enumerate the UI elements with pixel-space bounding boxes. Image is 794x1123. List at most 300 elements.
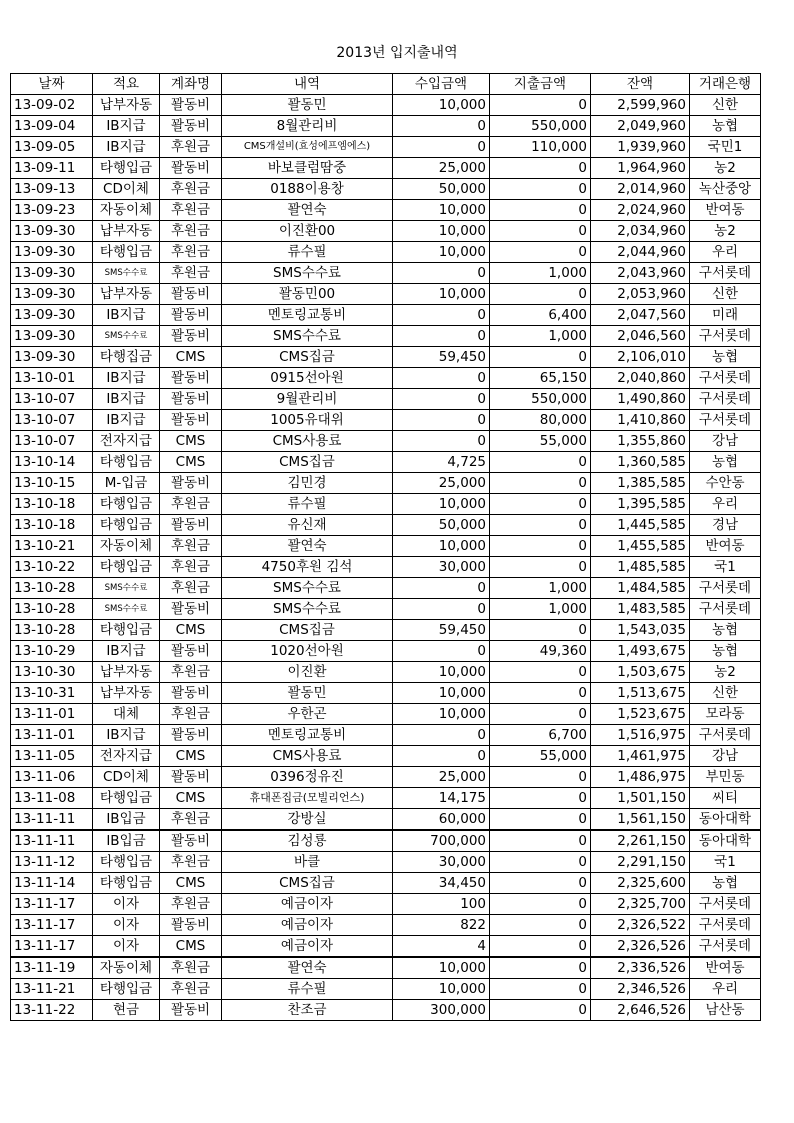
cell-balance: 2,043,960	[591, 263, 690, 284]
cell-summary: 타행입금	[93, 873, 160, 894]
cell-summary: IB지급	[93, 368, 160, 389]
table-row	[11, 957, 761, 979]
cell-date: 13-09-02	[11, 95, 93, 116]
cell-account: 꽐동비	[160, 284, 222, 305]
cell-balance: 2,047,560	[591, 305, 690, 326]
cell-account: CMS	[160, 873, 222, 894]
cell-details: 멘토링교통비	[222, 305, 393, 326]
cell-details: 4750후원 김석	[222, 557, 393, 578]
cell-expense: 6,400	[490, 305, 591, 326]
cell-expense: 0	[490, 452, 591, 473]
cell-details: 바클	[222, 852, 393, 873]
cell-balance: 2,599,960	[591, 95, 690, 116]
cell-income: 700,000	[393, 830, 490, 852]
cell-income: 10,000	[393, 284, 490, 305]
cell-balance: 2,034,960	[591, 221, 690, 242]
cell-bank: 국1	[690, 852, 761, 873]
cell-details: 꽐연숙	[222, 200, 393, 221]
cell-date: 13-11-17	[11, 894, 93, 915]
cell-details: SMS수수료	[222, 326, 393, 347]
cell-account: 꽐동비	[160, 95, 222, 116]
cell-balance: 1,355,860	[591, 431, 690, 452]
cell-income: 10,000	[393, 957, 490, 979]
cell-summary: 전자지급	[93, 431, 160, 452]
cell-bank: 신한	[690, 284, 761, 305]
cell-expense: 0	[490, 894, 591, 915]
cell-summary: IB지급	[93, 305, 160, 326]
cell-date: 13-10-15	[11, 473, 93, 494]
cell-details: 우한곤	[222, 704, 393, 725]
cell-expense: 1,000	[490, 326, 591, 347]
cell-expense: 80,000	[490, 410, 591, 431]
cell-date: 13-10-07	[11, 410, 93, 431]
cell-expense: 0	[490, 704, 591, 725]
cell-account: 후원금	[160, 221, 222, 242]
header-account: 계좌명	[160, 74, 222, 95]
header-date: 날짜	[11, 74, 93, 95]
cell-income: 60,000	[393, 809, 490, 831]
cell-income: 10,000	[393, 662, 490, 683]
cell-balance: 2,326,526	[591, 936, 690, 958]
cell-bank: 부민동	[690, 767, 761, 788]
cell-income: 10,000	[393, 200, 490, 221]
cell-income: 30,000	[393, 557, 490, 578]
cell-expense: 0	[490, 852, 591, 873]
cell-bank: 구서롯데	[690, 599, 761, 620]
cell-details: 9월관리비	[222, 389, 393, 410]
cell-income: 10,000	[393, 494, 490, 515]
cell-summary: 자동이체	[93, 200, 160, 221]
cell-summary: 전자지급	[93, 746, 160, 767]
table-row	[11, 620, 761, 641]
cell-date: 13-09-30	[11, 326, 93, 347]
cell-date: 13-10-28	[11, 578, 93, 599]
cell-balance: 2,646,526	[591, 1000, 690, 1021]
cell-bank: 반여동	[690, 536, 761, 557]
cell-date: 13-11-12	[11, 852, 93, 873]
cell-bank: 구서롯데	[690, 368, 761, 389]
cell-income: 0	[393, 641, 490, 662]
cell-account: 후원금	[160, 662, 222, 683]
cell-summary: IB지급	[93, 137, 160, 158]
table-row	[11, 662, 761, 683]
cell-date: 13-10-31	[11, 683, 93, 704]
cell-account: CMS	[160, 788, 222, 809]
cell-account: 꽐동비	[160, 410, 222, 431]
cell-expense: 1,000	[490, 263, 591, 284]
table-row	[11, 746, 761, 767]
table-row	[11, 979, 761, 1000]
cell-bank: 구서롯데	[690, 915, 761, 936]
cell-expense: 0	[490, 957, 591, 979]
cell-expense: 0	[490, 95, 591, 116]
cell-details: 0915선아원	[222, 368, 393, 389]
cell-income: 0	[393, 410, 490, 431]
cell-summary: SMS수수료	[93, 599, 160, 620]
cell-summary: 납부자동	[93, 95, 160, 116]
cell-bank: 농2	[690, 158, 761, 179]
cell-details: 꽐동민	[222, 683, 393, 704]
cell-summary: IB지급	[93, 116, 160, 137]
cell-details: 꽐연숙	[222, 957, 393, 979]
cell-expense: 0	[490, 242, 591, 263]
cell-details: SMS수수료	[222, 578, 393, 599]
cell-expense: 0	[490, 158, 591, 179]
cell-date: 13-11-01	[11, 725, 93, 746]
cell-income: 25,000	[393, 158, 490, 179]
cell-account: 꽐동비	[160, 473, 222, 494]
cell-summary: 납부자동	[93, 221, 160, 242]
cell-date: 13-11-11	[11, 830, 93, 852]
table-row	[11, 347, 761, 368]
cell-balance: 1,410,860	[591, 410, 690, 431]
cell-details: CMS집금	[222, 620, 393, 641]
cell-details: 예금이자	[222, 915, 393, 936]
cell-date: 13-09-30	[11, 221, 93, 242]
cell-income: 30,000	[393, 852, 490, 873]
cell-account: 후원금	[160, 704, 222, 725]
table-row	[11, 704, 761, 725]
cell-expense: 0	[490, 536, 591, 557]
table-row	[11, 452, 761, 473]
header-bank: 거래은행	[690, 74, 761, 95]
cell-details: SMS수수료	[222, 263, 393, 284]
cell-balance: 1,543,035	[591, 620, 690, 641]
cell-expense: 0	[490, 767, 591, 788]
cell-summary: 타행입금	[93, 620, 160, 641]
table-row	[11, 557, 761, 578]
cell-income: 4	[393, 936, 490, 958]
cell-details: 8월관리비	[222, 116, 393, 137]
cell-summary: 납부자동	[93, 284, 160, 305]
cell-income: 0	[393, 389, 490, 410]
table-row	[11, 788, 761, 809]
cell-balance: 1,493,675	[591, 641, 690, 662]
cell-income: 50,000	[393, 179, 490, 200]
cell-account: 후원금	[160, 536, 222, 557]
cell-account: 후원금	[160, 852, 222, 873]
cell-expense: 0	[490, 620, 591, 641]
cell-details: 1005유대위	[222, 410, 393, 431]
cell-summary: SMS수수료	[93, 263, 160, 284]
cell-balance: 2,106,010	[591, 347, 690, 368]
cell-income: 25,000	[393, 767, 490, 788]
cell-summary: 타행입금	[93, 788, 160, 809]
cell-date: 13-09-30	[11, 242, 93, 263]
table-row	[11, 894, 761, 915]
cell-summary: IB지급	[93, 725, 160, 746]
table-row	[11, 284, 761, 305]
cell-date: 13-09-11	[11, 158, 93, 179]
cell-expense: 0	[490, 200, 591, 221]
cell-details: 꽐동민	[222, 95, 393, 116]
cell-bank: 구서롯데	[690, 326, 761, 347]
cell-date: 13-10-21	[11, 536, 93, 557]
cell-bank: 국민1	[690, 137, 761, 158]
table-row	[11, 494, 761, 515]
cell-date: 13-10-22	[11, 557, 93, 578]
cell-details: 1020선아원	[222, 641, 393, 662]
cell-summary: 납부자동	[93, 662, 160, 683]
cell-income: 0	[393, 263, 490, 284]
cell-income: 59,450	[393, 347, 490, 368]
cell-details: CMS집금	[222, 873, 393, 894]
cell-income: 300,000	[393, 1000, 490, 1021]
cell-summary: 자동이체	[93, 957, 160, 979]
cell-date: 13-10-01	[11, 368, 93, 389]
cell-balance: 2,336,526	[591, 957, 690, 979]
cell-bank: 동아대학	[690, 830, 761, 852]
cell-balance: 1,503,675	[591, 662, 690, 683]
cell-bank: 강남	[690, 746, 761, 767]
cell-summary: 납부자동	[93, 683, 160, 704]
cell-summary: 이자	[93, 936, 160, 958]
cell-income: 100	[393, 894, 490, 915]
cell-date: 13-11-06	[11, 767, 93, 788]
cell-summary: 타행입금	[93, 494, 160, 515]
cell-balance: 2,325,700	[591, 894, 690, 915]
ledger-table	[10, 73, 761, 1021]
cell-date: 13-09-30	[11, 263, 93, 284]
cell-summary: SMS수수료	[93, 578, 160, 599]
cell-bank: 농협	[690, 347, 761, 368]
cell-date: 13-11-11	[11, 809, 93, 831]
cell-income: 14,175	[393, 788, 490, 809]
cell-date: 13-09-04	[11, 116, 93, 137]
cell-summary: 타행입금	[93, 158, 160, 179]
table-row	[11, 368, 761, 389]
cell-balance: 1,483,585	[591, 599, 690, 620]
cell-date: 13-09-05	[11, 137, 93, 158]
cell-details: 이진환00	[222, 221, 393, 242]
table-row	[11, 200, 761, 221]
cell-income: 0	[393, 431, 490, 452]
cell-account: 후원금	[160, 494, 222, 515]
cell-account: 후원금	[160, 894, 222, 915]
cell-date: 13-09-30	[11, 347, 93, 368]
cell-bank: 구서롯데	[690, 578, 761, 599]
cell-income: 0	[393, 578, 490, 599]
cell-date: 13-11-01	[11, 704, 93, 725]
cell-account: 꽐동비	[160, 683, 222, 704]
cell-bank: 미래	[690, 305, 761, 326]
cell-balance: 1,501,150	[591, 788, 690, 809]
cell-expense: 110,000	[490, 137, 591, 158]
cell-balance: 1,964,960	[591, 158, 690, 179]
cell-bank: 반여동	[690, 200, 761, 221]
cell-income: 0	[393, 746, 490, 767]
cell-bank: 구서롯데	[690, 936, 761, 958]
cell-expense: 6,700	[490, 725, 591, 746]
table-row	[11, 641, 761, 662]
cell-account: CMS	[160, 347, 222, 368]
cell-income: 0	[393, 137, 490, 158]
cell-bank: 우리	[690, 242, 761, 263]
cell-details: CMS사용료	[222, 431, 393, 452]
cell-summary: 타행입금	[93, 515, 160, 536]
cell-balance: 2,024,960	[591, 200, 690, 221]
cell-details: 강방실	[222, 809, 393, 831]
table-row	[11, 852, 761, 873]
cell-details: CMS개설비(효성에프엠에스)	[222, 137, 393, 158]
cell-income: 10,000	[393, 221, 490, 242]
cell-bank: 동아대학	[690, 809, 761, 831]
cell-expense: 0	[490, 809, 591, 831]
cell-bank: 구서롯데	[690, 263, 761, 284]
cell-account: CMS	[160, 452, 222, 473]
cell-summary: IB지급	[93, 641, 160, 662]
cell-account: 꽐동비	[160, 915, 222, 936]
cell-bank: 남산동	[690, 1000, 761, 1021]
cell-bank: 신한	[690, 683, 761, 704]
cell-summary: 타행입금	[93, 852, 160, 873]
cell-details: 찬조금	[222, 1000, 393, 1021]
cell-balance: 1,486,975	[591, 767, 690, 788]
cell-details: 꽐동민00	[222, 284, 393, 305]
table-row	[11, 116, 761, 137]
cell-account: 꽐동비	[160, 116, 222, 137]
cell-details: 이진환	[222, 662, 393, 683]
cell-summary: 타행입금	[93, 452, 160, 473]
cell-income: 4,725	[393, 452, 490, 473]
cell-summary: IB입금	[93, 830, 160, 852]
cell-bank: 모라동	[690, 704, 761, 725]
cell-bank: 구서롯데	[690, 410, 761, 431]
cell-account: 후원금	[160, 957, 222, 979]
table-row	[11, 873, 761, 894]
header-income: 수입금액	[393, 74, 490, 95]
cell-income: 10,000	[393, 704, 490, 725]
header-row	[11, 74, 761, 95]
cell-bank: 농2	[690, 662, 761, 683]
cell-details: 유신재	[222, 515, 393, 536]
cell-expense: 0	[490, 830, 591, 852]
cell-account: 꽐동비	[160, 725, 222, 746]
cell-income: 10,000	[393, 979, 490, 1000]
cell-details: CMS사용료	[222, 746, 393, 767]
cell-income: 34,450	[393, 873, 490, 894]
cell-account: 꽐동비	[160, 767, 222, 788]
cell-expense: 55,000	[490, 431, 591, 452]
cell-balance: 2,346,526	[591, 979, 690, 1000]
cell-date: 13-09-23	[11, 200, 93, 221]
cell-date: 13-09-13	[11, 179, 93, 200]
cell-details: 꽐연숙	[222, 536, 393, 557]
cell-summary: 이자	[93, 915, 160, 936]
table-row	[11, 515, 761, 536]
cell-balance: 1,561,150	[591, 809, 690, 831]
cell-bank: 농2	[690, 221, 761, 242]
cell-income: 59,450	[393, 620, 490, 641]
cell-income: 822	[393, 915, 490, 936]
cell-details: 바보클럼땀중	[222, 158, 393, 179]
cell-details: 예금이자	[222, 894, 393, 915]
cell-details: 김성룡	[222, 830, 393, 852]
cell-income: 50,000	[393, 515, 490, 536]
cell-income: 0	[393, 305, 490, 326]
table-row	[11, 410, 761, 431]
cell-balance: 2,044,960	[591, 242, 690, 263]
cell-income: 25,000	[393, 473, 490, 494]
cell-balance: 2,325,600	[591, 873, 690, 894]
cell-date: 13-11-21	[11, 979, 93, 1000]
table-row	[11, 158, 761, 179]
cell-account: CMS	[160, 746, 222, 767]
cell-expense: 0	[490, 515, 591, 536]
cell-date: 13-11-19	[11, 957, 93, 979]
cell-balance: 2,014,960	[591, 179, 690, 200]
cell-bank: 농협	[690, 873, 761, 894]
cell-summary: 이자	[93, 894, 160, 915]
cell-bank: 반여동	[690, 957, 761, 979]
table-row	[11, 263, 761, 284]
cell-expense: 0	[490, 473, 591, 494]
table-row	[11, 305, 761, 326]
cell-account: 꽐동비	[160, 515, 222, 536]
cell-expense: 0	[490, 494, 591, 515]
cell-summary: 타행입금	[93, 557, 160, 578]
table-row	[11, 725, 761, 746]
cell-balance: 2,053,960	[591, 284, 690, 305]
table-row	[11, 936, 761, 958]
table-row	[11, 809, 761, 831]
cell-expense: 0	[490, 788, 591, 809]
document-title: 2013년 입지출내역	[336, 45, 458, 61]
cell-expense: 0	[490, 179, 591, 200]
cell-date: 13-11-14	[11, 873, 93, 894]
cell-details: 멘토링교통비	[222, 725, 393, 746]
cell-expense: 65,150	[490, 368, 591, 389]
cell-details: SMS수수료	[222, 599, 393, 620]
cell-account: 꽐동비	[160, 389, 222, 410]
cell-balance: 1,461,975	[591, 746, 690, 767]
cell-income: 10,000	[393, 95, 490, 116]
cell-expense: 0	[490, 662, 591, 683]
header-summary: 적요	[93, 74, 160, 95]
cell-summary: 타행집금	[93, 347, 160, 368]
cell-date: 13-11-22	[11, 1000, 93, 1021]
cell-expense: 0	[490, 979, 591, 1000]
cell-expense: 0	[490, 557, 591, 578]
header-balance: 잔액	[591, 74, 690, 95]
cell-date: 13-10-07	[11, 431, 93, 452]
cell-income: 10,000	[393, 242, 490, 263]
cell-expense: 0	[490, 936, 591, 958]
cell-account: 꽐동비	[160, 830, 222, 852]
cell-expense: 0	[490, 683, 591, 704]
cell-account: 꽐동비	[160, 305, 222, 326]
cell-date: 13-09-30	[11, 284, 93, 305]
cell-account: 후원금	[160, 557, 222, 578]
cell-balance: 1,490,860	[591, 389, 690, 410]
cell-summary: SMS수수료	[93, 326, 160, 347]
cell-account: 후원금	[160, 263, 222, 284]
cell-bank: 녹산중앙	[690, 179, 761, 200]
cell-date: 13-11-17	[11, 915, 93, 936]
table-row	[11, 242, 761, 263]
cell-account: CMS	[160, 620, 222, 641]
cell-balance: 2,046,560	[591, 326, 690, 347]
cell-date: 13-09-30	[11, 305, 93, 326]
table-row	[11, 179, 761, 200]
cell-summary: 타행입금	[93, 979, 160, 1000]
cell-summary: M-입금	[93, 473, 160, 494]
cell-account: 후원금	[160, 578, 222, 599]
cell-account: 후원금	[160, 809, 222, 831]
cell-expense: 0	[490, 284, 591, 305]
header-details: 내역	[222, 74, 393, 95]
cell-bank: 국1	[690, 557, 761, 578]
